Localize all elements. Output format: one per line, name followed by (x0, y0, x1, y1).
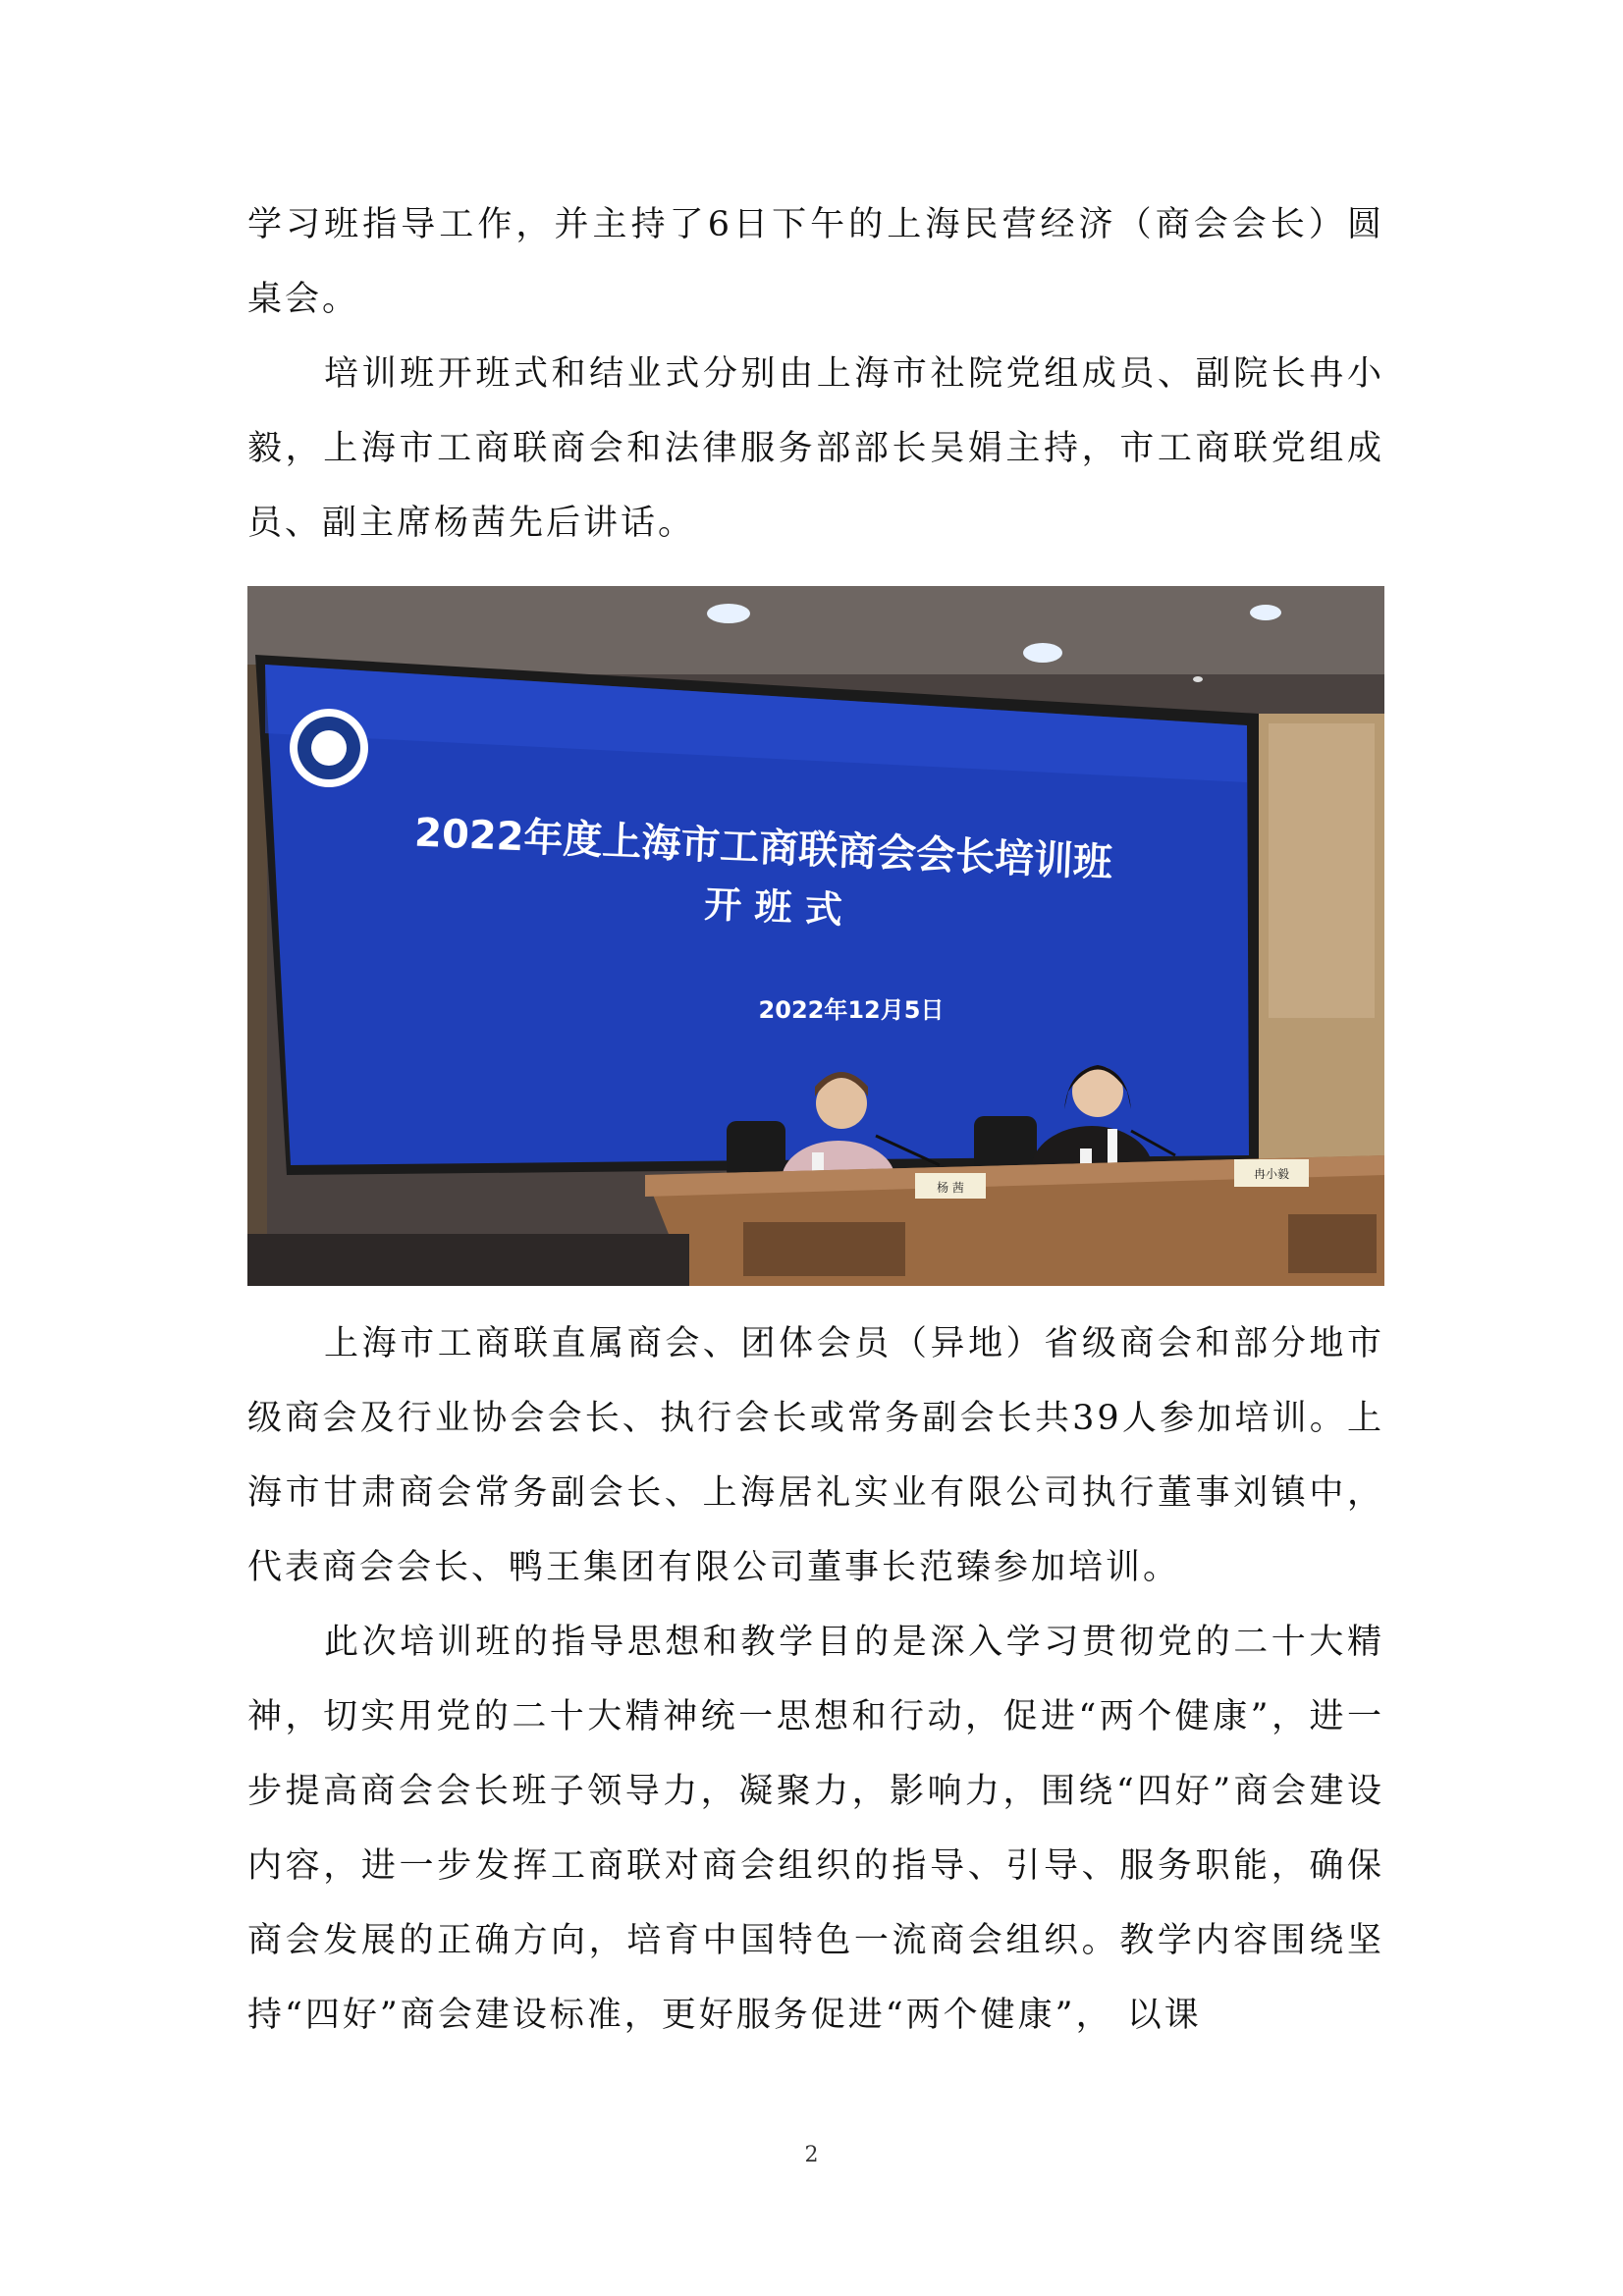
screen-title: 2022年度上海市工商联商会会长培训班 (413, 810, 1113, 886)
photo-illustration (247, 586, 1384, 1286)
paragraph-participants: 上海市工商联直属商会、团体会员（异地）省级商会和部分地市级商会及行业协会会长、执行会长或常务副会长共39人参加培训。上海市甘肃商会常务副会长、上海居礼实业有限公司执行董事刘镇中，代表商会会长、鸭王集团有限公司董事长范臻参加培训。 (247, 1324, 1384, 1587)
ceiling-light (1023, 643, 1062, 663)
screen-subtitle: 开 班 式 (703, 881, 843, 933)
water-bottle (1108, 1129, 1117, 1168)
ceiling-light (1250, 605, 1281, 620)
chair (727, 1121, 785, 1180)
institution-logo-center (311, 730, 347, 766)
page-number: 2 (804, 2143, 819, 2167)
ceiling (247, 586, 1384, 674)
floor (247, 1234, 689, 1286)
ceiling-light (707, 604, 750, 623)
text-section-main (247, 1307, 1384, 2053)
text-section-top (247, 187, 1384, 561)
nameplate-left-text: 杨 茜 (937, 1181, 964, 1195)
paragraph-continuation: 学习班指导工作，并主持了6日下午的上海民营经济（商会会长）圆桌会。 (247, 205, 1384, 319)
wall-panel (1269, 723, 1375, 1018)
paragraph-training-purpose: 此次培训班的指导思想和教学目的是深入学习贯彻党的二十大精神，切实用党的二十大精神统一思想和行动，促进“两个健康”，进一步提高商会会长班子领导力，凝聚力，影响力，围绕“四好”商会建设内容，进一步发挥工商联对商会组织的指导、引导、服务职能，确保商会发展的正确方向，培育中国特色一流商会组织。教学内容围绕坚持“四好”商会建设标准，更好服务促进“两个健康”， 以课 (247, 1623, 1384, 2035)
opening-ceremony-photo (247, 586, 1384, 1286)
screen-date: 2022年12月5日 (758, 996, 945, 1024)
paragraph-ceremony-hosts: 培训班开班式和结业式分别由上海市社院党组成员、副院长冉小毅，上海市工商联商会和法律服务部部长吴娟主持，市工商联党组成员、副主席杨茜先后讲话。 (247, 354, 1384, 543)
nameplate-right-text: 冉小毅 (1253, 1167, 1290, 1181)
ceiling-light (1193, 676, 1203, 682)
